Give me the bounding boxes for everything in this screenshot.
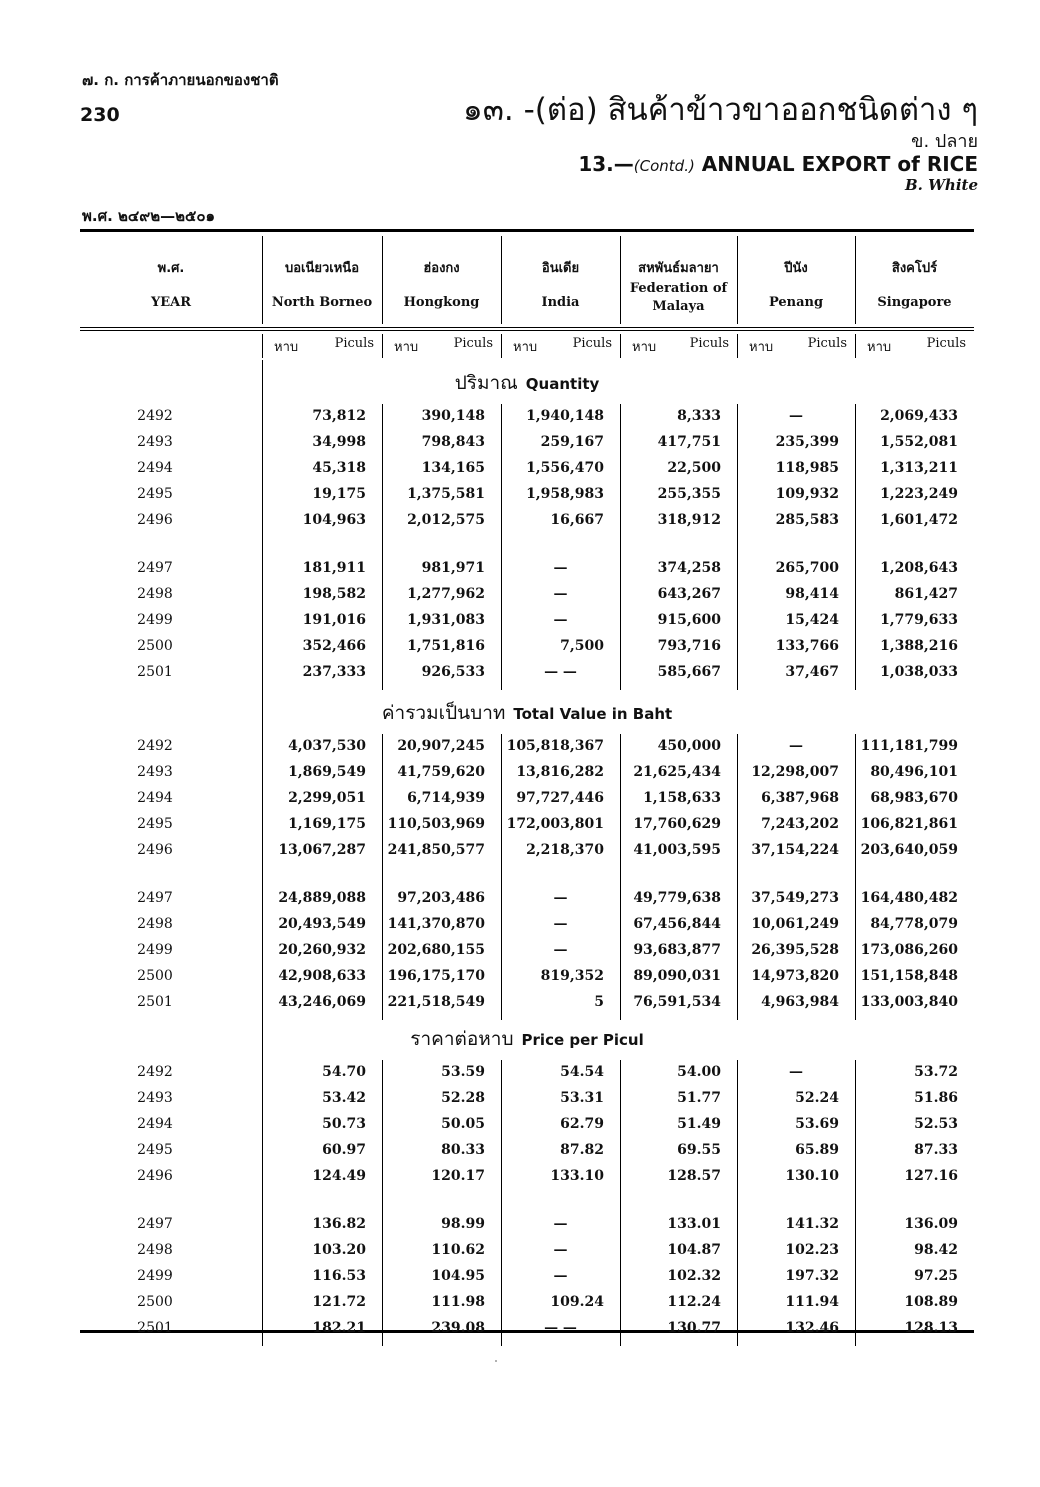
value-cell: — — bbox=[544, 664, 577, 680]
value-cell: 102.32 bbox=[667, 1268, 721, 1284]
section-title bbox=[80, 698, 974, 728]
year-cell: 2493 bbox=[137, 764, 173, 780]
value-cell: 41,003,595 bbox=[633, 842, 721, 858]
column-header-thai: พ.ศ. bbox=[157, 261, 185, 276]
value-cell: 450,000 bbox=[657, 738, 721, 754]
value-cell: 6,714,939 bbox=[407, 790, 485, 806]
value-cell: 34,998 bbox=[312, 434, 366, 450]
header-divider bbox=[620, 236, 621, 324]
value-cell: — — bbox=[544, 1320, 577, 1336]
year-cell: 2496 bbox=[137, 842, 173, 858]
unit-thai: หาบ bbox=[749, 340, 774, 355]
value-cell: 1,208,643 bbox=[880, 560, 958, 576]
value-cell: 62.79 bbox=[560, 1116, 604, 1132]
value-cell: 1,601,472 bbox=[880, 512, 958, 528]
value-cell: 65.89 bbox=[795, 1142, 839, 1158]
value-cell: 20,260,932 bbox=[278, 942, 366, 958]
value-cell: 798,843 bbox=[421, 434, 485, 450]
column-header-thai: อินเดีย bbox=[541, 261, 580, 276]
value-cell: 1,169,175 bbox=[288, 816, 366, 832]
value-cell: 37,549,273 bbox=[751, 890, 839, 906]
value-cell: 181,911 bbox=[302, 560, 366, 576]
value-cell: — bbox=[553, 916, 568, 932]
unit-thai: หาบ bbox=[867, 340, 892, 355]
value-cell: 7,500 bbox=[560, 638, 604, 654]
value-cell: 417,751 bbox=[657, 434, 721, 450]
value-cell: 53.69 bbox=[795, 1116, 839, 1132]
column-header-english: Hongkong bbox=[403, 295, 480, 310]
value-cell: 265,700 bbox=[775, 560, 839, 576]
unit-divider bbox=[855, 334, 856, 358]
value-cell: 68,983,670 bbox=[870, 790, 958, 806]
year-cell: 2492 bbox=[137, 408, 173, 424]
value-cell: 87.82 bbox=[560, 1142, 604, 1158]
value-cell: 352,466 bbox=[302, 638, 366, 654]
value-cell: 69.55 bbox=[677, 1142, 721, 1158]
value-cell: 118,985 bbox=[775, 460, 839, 476]
value-cell: 52.53 bbox=[914, 1116, 958, 1132]
value-cell: 151,158,848 bbox=[860, 968, 958, 984]
value-cell: 51.49 bbox=[677, 1116, 721, 1132]
year-cell: 2496 bbox=[137, 1168, 173, 1184]
year-cell: 2498 bbox=[137, 586, 173, 602]
value-cell: 80.33 bbox=[441, 1142, 485, 1158]
year-cell: 2501 bbox=[137, 664, 173, 680]
value-cell: 196,175,170 bbox=[387, 968, 485, 984]
value-cell: 13,816,282 bbox=[516, 764, 604, 780]
year-cell: 2497 bbox=[137, 890, 173, 906]
year-cell: 2499 bbox=[137, 942, 173, 958]
value-cell: 108.89 bbox=[904, 1294, 958, 1310]
value-cell: — bbox=[553, 1268, 568, 1284]
value-cell: 241,850,577 bbox=[387, 842, 485, 858]
value-cell: 128.13 bbox=[904, 1320, 958, 1336]
value-cell: 54.70 bbox=[322, 1064, 366, 1080]
value-cell: 133.01 bbox=[667, 1216, 721, 1232]
value-cell: 110,503,969 bbox=[387, 816, 485, 832]
unit-label bbox=[749, 336, 847, 357]
value-cell: 1,869,549 bbox=[288, 764, 366, 780]
value-cell: 237,333 bbox=[302, 664, 366, 680]
value-cell: 2,218,370 bbox=[526, 842, 604, 858]
value-cell: 819,352 bbox=[540, 968, 604, 984]
value-cell: 73,812 bbox=[312, 408, 366, 424]
value-cell: — bbox=[553, 1242, 568, 1258]
year-cell: 2500 bbox=[137, 638, 173, 654]
value-cell: 112.24 bbox=[667, 1294, 721, 1310]
unit-label bbox=[632, 336, 729, 357]
value-cell: 390,148 bbox=[421, 408, 485, 424]
value-cell: 109,932 bbox=[775, 486, 839, 502]
value-cell: 255,355 bbox=[657, 486, 721, 502]
value-cell: 127.16 bbox=[904, 1168, 958, 1184]
value-cell: 8,333 bbox=[677, 408, 721, 424]
value-cell: 136.82 bbox=[312, 1216, 366, 1232]
value-cell: 111.98 bbox=[431, 1294, 485, 1310]
value-cell: 50.05 bbox=[441, 1116, 485, 1132]
unit-english: Piculs bbox=[689, 336, 729, 351]
value-cell: 1,158,633 bbox=[643, 790, 721, 806]
value-cell: — bbox=[553, 1216, 568, 1232]
value-cell: 285,583 bbox=[775, 512, 839, 528]
value-cell: 164,480,482 bbox=[860, 890, 958, 906]
unit-english: Piculs bbox=[572, 336, 612, 351]
value-cell: 134,165 bbox=[421, 460, 485, 476]
year-cell: 2494 bbox=[137, 1116, 173, 1132]
value-cell: 861,427 bbox=[894, 586, 958, 602]
year-cell: 2495 bbox=[137, 486, 173, 502]
unit-english: Piculs bbox=[453, 336, 493, 351]
section-title-thai: ค่ารวมเป็นบาท bbox=[381, 702, 506, 724]
title-contd: (Contd.) bbox=[633, 157, 695, 175]
year-cell: 2493 bbox=[137, 434, 173, 450]
header-rule bbox=[80, 330, 974, 331]
column-header-english: Federation of Malaya bbox=[629, 281, 728, 314]
value-cell: 54.54 bbox=[560, 1064, 604, 1080]
value-cell: 20,493,549 bbox=[278, 916, 366, 932]
year-cell: 2492 bbox=[137, 738, 173, 754]
value-cell: 53.42 bbox=[322, 1090, 366, 1106]
section-heading: ๗. ก. การค้าภายนอกของชาติ bbox=[82, 71, 279, 89]
value-cell: 132.46 bbox=[785, 1320, 839, 1336]
value-cell: 4,963,984 bbox=[761, 994, 839, 1010]
value-cell: 1,556,470 bbox=[526, 460, 604, 476]
value-cell: 98.99 bbox=[441, 1216, 485, 1232]
section-title-thai: ราคาต่อหาบ bbox=[410, 1028, 514, 1050]
value-cell: 1,779,633 bbox=[880, 612, 958, 628]
value-cell: 221,518,549 bbox=[387, 994, 485, 1010]
value-cell: 53.31 bbox=[560, 1090, 604, 1106]
year-cell: 2499 bbox=[137, 612, 173, 628]
value-cell: — bbox=[553, 586, 568, 602]
value-cell: 17,760,629 bbox=[633, 816, 721, 832]
value-cell: 13,067,287 bbox=[278, 842, 366, 858]
value-cell: 915,600 bbox=[657, 612, 721, 628]
value-cell: 54.00 bbox=[677, 1064, 721, 1080]
value-cell: 191,016 bbox=[302, 612, 366, 628]
value-cell: — bbox=[789, 1064, 803, 1080]
value-cell: 2,069,433 bbox=[880, 408, 958, 424]
column-header-thai: ปีนัง bbox=[784, 261, 808, 276]
value-cell: 103.20 bbox=[312, 1242, 366, 1258]
value-cell: 2,012,575 bbox=[407, 512, 485, 528]
value-cell: 1,223,249 bbox=[880, 486, 958, 502]
value-cell: 37,467 bbox=[785, 664, 839, 680]
value-cell: 203,640,059 bbox=[860, 842, 958, 858]
value-cell: 51.86 bbox=[914, 1090, 958, 1106]
value-cell: 1,958,983 bbox=[526, 486, 604, 502]
unit-divider bbox=[501, 334, 502, 358]
value-cell: — bbox=[553, 942, 568, 958]
page-number: 230 bbox=[80, 104, 120, 126]
value-cell: 53.59 bbox=[441, 1064, 485, 1080]
value-cell: 374,258 bbox=[657, 560, 721, 576]
value-cell: 76,591,534 bbox=[633, 994, 721, 1010]
year-cell: 2495 bbox=[137, 816, 173, 832]
english-title bbox=[578, 152, 978, 176]
value-cell: 41,759,620 bbox=[397, 764, 485, 780]
value-cell: — bbox=[789, 738, 803, 754]
value-cell: 21,625,434 bbox=[633, 764, 721, 780]
value-cell: 98,414 bbox=[785, 586, 839, 602]
unit-label bbox=[513, 336, 612, 357]
value-cell: 26,395,528 bbox=[751, 942, 839, 958]
value-cell: 7,243,202 bbox=[761, 816, 839, 832]
value-cell: 97,203,486 bbox=[397, 890, 485, 906]
value-cell: — bbox=[553, 612, 568, 628]
column-header-thai: บอเนียวเหนือ bbox=[284, 261, 359, 276]
year-cell: 2494 bbox=[137, 790, 173, 806]
column-header-thai: ฮ่องกง bbox=[423, 261, 460, 276]
value-cell: 1,931,083 bbox=[407, 612, 485, 628]
unit-divider bbox=[620, 334, 621, 358]
value-cell: 87.33 bbox=[914, 1142, 958, 1158]
year-cell: 2497 bbox=[137, 1216, 173, 1232]
value-cell: 133,766 bbox=[775, 638, 839, 654]
year-cell: 2498 bbox=[137, 1242, 173, 1258]
unit-label bbox=[274, 336, 374, 357]
value-cell: 89,090,031 bbox=[633, 968, 721, 984]
value-cell: 97.25 bbox=[914, 1268, 958, 1284]
value-cell: 49,779,638 bbox=[633, 890, 721, 906]
value-cell: 80,496,101 bbox=[870, 764, 958, 780]
value-cell: 182.21 bbox=[312, 1320, 366, 1336]
value-cell: 643,267 bbox=[657, 586, 721, 602]
value-cell: 121.72 bbox=[312, 1294, 366, 1310]
rice-export-table bbox=[80, 229, 974, 1336]
thai-title: ๑๓. -(ต่อ) สินค้าข้าวขาออกชนิดต่าง ๆ bbox=[463, 92, 978, 128]
value-cell: 235,399 bbox=[775, 434, 839, 450]
value-cell: 12,298,007 bbox=[751, 764, 839, 780]
section-title-english: Total Value in Baht bbox=[513, 705, 673, 723]
english-subtitle: B. White bbox=[904, 176, 978, 194]
value-cell: 128.57 bbox=[667, 1168, 721, 1184]
value-cell: 259,167 bbox=[540, 434, 604, 450]
year-cell: 2501 bbox=[137, 994, 173, 1010]
unit-thai: หาบ bbox=[513, 340, 538, 355]
year-range: พ.ศ. ๒๔๙๒—๒๕๐๑ bbox=[82, 207, 216, 225]
value-cell: 51.77 bbox=[677, 1090, 721, 1106]
value-cell: 926,533 bbox=[421, 664, 485, 680]
value-cell: 84,778,079 bbox=[870, 916, 958, 932]
value-cell: 1,038,033 bbox=[880, 664, 958, 680]
section-title bbox=[80, 1024, 974, 1054]
value-cell: 53.72 bbox=[914, 1064, 958, 1080]
value-cell: 130.77 bbox=[667, 1320, 721, 1336]
value-cell: 1,552,081 bbox=[880, 434, 958, 450]
speck bbox=[495, 1360, 497, 1362]
value-cell: 130.10 bbox=[785, 1168, 839, 1184]
value-cell: 98.42 bbox=[914, 1242, 958, 1258]
value-cell: 104,963 bbox=[302, 512, 366, 528]
value-cell: 239.08 bbox=[431, 1320, 485, 1336]
section-title-thai: ปริมาณ bbox=[454, 372, 518, 394]
year-cell: 2500 bbox=[137, 1294, 173, 1310]
unit-english: Piculs bbox=[807, 336, 847, 351]
value-cell: 2,299,051 bbox=[288, 790, 366, 806]
year-cell: 2494 bbox=[137, 460, 173, 476]
value-cell: 52.28 bbox=[441, 1090, 485, 1106]
value-cell: 43,246,069 bbox=[278, 994, 366, 1010]
column-header-english: YEAR bbox=[150, 295, 192, 310]
year-cell: 2497 bbox=[137, 560, 173, 576]
value-cell: 793,716 bbox=[657, 638, 721, 654]
year-cell: 2495 bbox=[137, 1142, 173, 1158]
unit-english: Piculs bbox=[334, 336, 374, 351]
value-cell: 1,277,962 bbox=[407, 586, 485, 602]
section-title bbox=[80, 368, 974, 398]
year-cell: 2501 bbox=[137, 1320, 173, 1336]
thai-subtitle: ข. ปลาย bbox=[911, 131, 978, 152]
value-cell: 93,683,877 bbox=[633, 942, 721, 958]
value-cell: 110.62 bbox=[431, 1242, 485, 1258]
value-cell: 116.53 bbox=[312, 1268, 366, 1284]
value-cell: 19,175 bbox=[312, 486, 366, 502]
value-cell: — bbox=[789, 408, 803, 424]
value-cell: 104.95 bbox=[431, 1268, 485, 1284]
value-cell: 104.87 bbox=[667, 1242, 721, 1258]
value-cell: 173,086,260 bbox=[860, 942, 958, 958]
value-cell: 197.32 bbox=[785, 1268, 839, 1284]
unit-label bbox=[867, 336, 966, 357]
value-cell: 1,388,216 bbox=[880, 638, 958, 654]
value-cell: 318,912 bbox=[657, 512, 721, 528]
title-number: 13.— bbox=[578, 152, 634, 176]
value-cell: 97,727,446 bbox=[516, 790, 604, 806]
value-cell: 52.24 bbox=[795, 1090, 839, 1106]
value-cell: 202,680,155 bbox=[387, 942, 485, 958]
value-cell: 10,061,249 bbox=[751, 916, 839, 932]
value-cell: 1,940,148 bbox=[526, 408, 604, 424]
value-cell: 1,751,816 bbox=[407, 638, 485, 654]
section-title-english: Price per Picul bbox=[521, 1031, 644, 1049]
column-header-english: India bbox=[541, 295, 580, 310]
value-cell: 5 bbox=[594, 994, 604, 1010]
unit-divider bbox=[382, 334, 383, 358]
value-cell: — bbox=[553, 890, 568, 906]
year-cell: 2492 bbox=[137, 1064, 173, 1080]
unit-thai: หาบ bbox=[632, 340, 657, 355]
header-rule bbox=[80, 327, 974, 328]
column-header-english: Singapore bbox=[877, 295, 952, 310]
value-cell: 109.24 bbox=[550, 1294, 604, 1310]
value-cell: 133,003,840 bbox=[860, 994, 958, 1010]
value-cell: 4,037,530 bbox=[288, 738, 366, 754]
value-cell: 105,818,367 bbox=[506, 738, 604, 754]
value-cell: 585,667 bbox=[657, 664, 721, 680]
unit-label bbox=[394, 336, 493, 357]
value-cell: 102.23 bbox=[785, 1242, 839, 1258]
value-cell: 111,181,799 bbox=[860, 738, 958, 754]
value-cell: 16,667 bbox=[550, 512, 604, 528]
value-cell: 45,318 bbox=[312, 460, 366, 476]
value-cell: 6,387,968 bbox=[761, 790, 839, 806]
value-cell: 1,375,581 bbox=[407, 486, 485, 502]
unit-divider bbox=[737, 334, 738, 358]
unit-thai: หาบ bbox=[394, 340, 419, 355]
value-cell: 106,821,861 bbox=[860, 816, 958, 832]
value-cell: 15,424 bbox=[785, 612, 839, 628]
unit-thai: หาบ bbox=[274, 340, 299, 355]
value-cell: 67,456,844 bbox=[633, 916, 721, 932]
value-cell: 136.09 bbox=[904, 1216, 958, 1232]
value-cell: — bbox=[553, 560, 568, 576]
value-cell: 50.73 bbox=[322, 1116, 366, 1132]
column-header-thai: สหพันธ์มลายา bbox=[638, 261, 719, 276]
value-cell: 1,313,211 bbox=[880, 460, 958, 476]
value-cell: 141,370,870 bbox=[387, 916, 485, 932]
year-cell: 2496 bbox=[137, 512, 173, 528]
year-column-divider bbox=[262, 360, 263, 1330]
value-cell: 141.32 bbox=[785, 1216, 839, 1232]
value-cell: 172,003,801 bbox=[506, 816, 604, 832]
column-header-thai: สิงคโปร์ bbox=[891, 261, 938, 276]
value-cell: 22,500 bbox=[667, 460, 721, 476]
value-cell: 124.49 bbox=[312, 1168, 366, 1184]
value-cell: 981,971 bbox=[421, 560, 485, 576]
year-cell: 2498 bbox=[137, 916, 173, 932]
value-cell: 198,582 bbox=[302, 586, 366, 602]
value-cell: 24,889,088 bbox=[278, 890, 366, 906]
value-cell: 111.94 bbox=[785, 1294, 839, 1310]
section-title-english: Quantity bbox=[525, 375, 600, 393]
column-header-english: Penang bbox=[768, 295, 824, 310]
title-main: ANNUAL EXPORT of RICE bbox=[701, 152, 978, 176]
value-cell: 14,973,820 bbox=[751, 968, 839, 984]
value-cell: 37,154,224 bbox=[751, 842, 839, 858]
value-cell: 133.10 bbox=[550, 1168, 604, 1184]
column-header-english: North Borneo bbox=[271, 295, 373, 310]
year-cell: 2493 bbox=[137, 1090, 173, 1106]
value-cell: 42,908,633 bbox=[278, 968, 366, 984]
unit-divider bbox=[262, 334, 263, 358]
value-cell: 60.97 bbox=[322, 1142, 366, 1158]
value-cell: 20,907,245 bbox=[397, 738, 485, 754]
value-cell: 120.17 bbox=[431, 1168, 485, 1184]
unit-english: Piculs bbox=[926, 336, 966, 351]
year-cell: 2499 bbox=[137, 1268, 173, 1284]
year-cell: 2500 bbox=[137, 968, 173, 984]
